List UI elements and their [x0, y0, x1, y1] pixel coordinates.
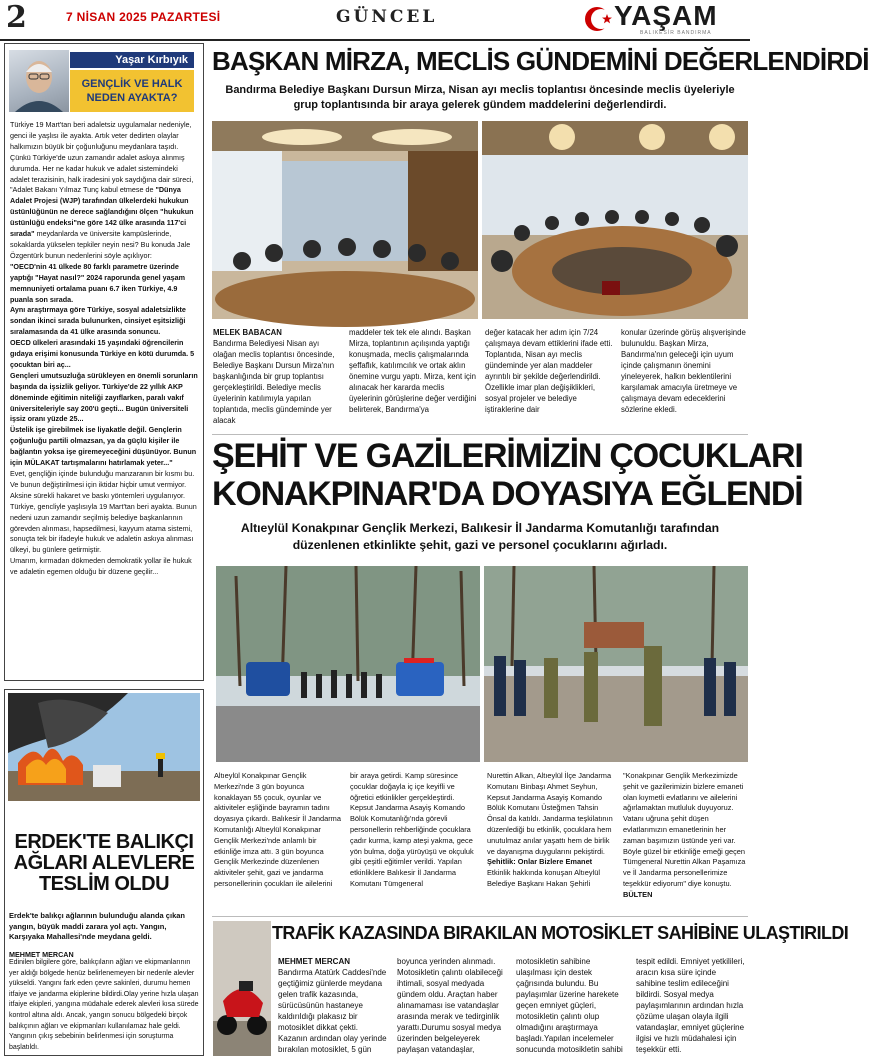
- story2-column-2: bir araya getirdi. Kamp süresince çocuklar doğayla iç içe keyifli ve öğretici etkinlikler gerçekleştirdi. Kepsut Jandarma Asayiş Komando Bölük Komutanlığı'nda görevli personellerin rehberliğinde çocuklara çadır kurma, kamp ateşi yakma, gece yön bulma, doğa yürüyüşü ve okçuluk gibi çeşitli eğitimler verildi. Yapılan etkinliklere Balıkesir İl Jandarma Komutanı Tümgeneral: [350, 771, 474, 888]
- paragraph: Türkiye 19 Mart'tan beri adaletsiz uygulamalar nedeniyle, genci ile yaşlısı ile ayakta. Artık veter dedirten olaylar halkımızın büyük bir çoğunluğunu meydanlara taşıdı.: [10, 120, 192, 151]
- story2-lead: Altıeylül Konakpınar Gençlik Merkezi, Balıkesir İl Jandarma Komutanlığı tarafından düzenlenen etkinlikte şehit, gazi ve personel çocuklarını ağırladı.: [240, 521, 720, 552]
- column-body: [10, 120, 198, 578]
- fire-lead: Erdek'te balıkçı ağlarının bulunduğu alanda çıkan yangın, büyük maddi zarara yol açtı. Yangın, Karşıyaka Mahallesi'nde meydana geldi.: [9, 911, 185, 941]
- fire-body: Edinilen bilgilere göre, balıkçıların ağları ve ekipmanlarının yer aldığı bölgede henüz belirlenemeyen bir nedenle alevler yükseldi. Yangını fark eden çevre sakinleri, durumu hemen itfaiye ve jandarma ekiplerine bildirdi.Olay yerine hızla ulaşan itfaiye ekipleri, yangına müdahale ederek alevleri kısa sürede kontrol altına aldı. Ancak, yangın sonucu bölgedeki birçok balıkçının ağları ve ekipmanları kullanılamaz hale geldi. Yangının çıkış sebebinin belirlenmesi için soruşturma başlatıldı.: [9, 959, 199, 1051]
- story2-headline-line1: ŞEHİT VE GAZİLERİMİZİN ÇOCUKLARI: [212, 437, 803, 475]
- paragraph: OECD ülkeleri arasındaki 15 yaşındaki öğrencilerin gıdaya erişimi konusunda Türkiye en kötü durumda. 5 çocuktan biri aç...: [10, 338, 195, 369]
- story3-column-1: [278, 956, 388, 1055]
- paragraph: Çünkü Türkiye'de uzun zamandır adalet askıya alınmış durumda. Her ne kadar hukuk ve adalet sistemindeki adalet terazisinin, halk iradesini yok saydığına dair süreci, "Adalet Bakanı Yılmaz Tunç kabul etmese de "Dünya Adalet Projesi (WJP) tarafından ülkelerdeki hukukun üstünlüğünün ne derece sağlandığını ölçen "hukukun üstünlüğü endeksi"ne göre 142 ülke arasında 117'ci sırada" meydanlarda ve üniversite kampüslerinde, sokaklarda yükselen tepkiler neyin nesi? Bu konuda Jale Özgentürk bunun nedenlerini söyle açıklıyor:: [10, 152, 194, 260]
- fire-byline: MEHMET MERCAN: [9, 950, 74, 959]
- story3-text: Bandırma Atatürk Caddesi'nde geçtiğimiz günlerde meydana gelen trafik kazasında, sürücüsünün hastaneye kaldırıldığı plakasız bir motosiklet dikkat çekti. Kazanın ardından olay yerinde bırakılan motosiklet, 5 gün: [278, 968, 387, 1054]
- story1-column-1: [213, 327, 341, 426]
- paragraph: Gençleri umutsuzluğa sürükleyen en önemli sorunların başında da işsizlik geliyor. Türkiye'de 22 yıllık AKP döneminde eğitimin niteliği zayıflarken, paralı vakıf üniversiteleriyle say 200'ü geçti... Bugün üniversiteli işsiz oranı yüzde 25...: [10, 370, 198, 424]
- forest-camp-icon: [484, 566, 748, 762]
- paragraph: Umarım, kırmadan dökmeden demokratik yollar ile hukuk ve adaletin egemen olduğu bir düzene geçilir...: [10, 556, 192, 577]
- motorcycle-photo[interactable]: [213, 921, 271, 1056]
- story2-subhead: Şehitlik: Onlar Bizlere Emanet: [487, 857, 593, 867]
- divider: [212, 434, 748, 435]
- paragraph: Evet, gençliğin içinde bulunduğu manzaranın bir kısmı bu. Ve bunun değiştirilmesi için iktidar hiçbir umut vermiyor. Aksine sürekli hakaret ve baskı yöntemleri uygulanıyor.: [10, 469, 195, 500]
- meeting-photo-2[interactable]: [482, 121, 748, 319]
- column-title: GENÇLİK VE HALK NEDEN AYAKTA?: [70, 70, 194, 112]
- newspaper-logo[interactable]: [580, 2, 748, 38]
- story2-source: BÜLTEN: [623, 889, 653, 899]
- author-photo: [9, 50, 69, 112]
- issue-date: 7 NİSAN 2025 PAZARTESİ: [66, 10, 221, 24]
- story2-column-4: [623, 771, 747, 901]
- paragraph: Aynı araştırmaya göre Türkiye, sosyal adaletsizlikte sondan ikinci sırada bulunurken, cinsiyet eşitsizliği sıralamasında da 41 ülke arasında sonuncu.: [10, 305, 186, 337]
- camp-photo-1[interactable]: [216, 566, 480, 762]
- story2-headline-line2: KONAKPINAR'DA DOYASIYA EĞLENDİ: [212, 475, 803, 513]
- paragraph: Üstelik işe girebilmek ise liyakatle değil. Gençlerin çoğunluğu partili olmazsan, ya da güçlü kişiler ile bağlantın yoksa işe giremeyeceğini düşünüyor. Bunun için MÜLAKAT tartışmalarını hatırlamak yeter...": [10, 425, 197, 468]
- story1-headline: BAŞKAN MİRZA, MECLİS GÜNDEMİNİ DEĞERLENDİRDİ: [212, 46, 869, 76]
- crescent-star-icon: [580, 4, 614, 34]
- camp-photo-2[interactable]: [484, 566, 748, 762]
- section-name: GÜNCEL: [336, 7, 438, 27]
- forest-camp-icon: [216, 566, 480, 762]
- story3-column-3: motosikletin sahibine ulaşılması için destek çağrısında bulundu. Bu paylaşımlar üzerine harekete geçen emniyet güçleri, motosikletin çalıntı olup olmadığını araştırmaya başladı.Yapılan incelemeler sonucunda motosikletin sahibi: [516, 957, 623, 1054]
- story1-lead: Bandırma Belediye Başkanı Dursun Mirza, Nisan ayı meclis toplantısı öncesinde meclis üyeleriyle grup toplantısında bir araya gelerek gündem maddelerini değerlendirdi.: [225, 84, 735, 111]
- story3-byline: MEHMET MERCAN: [278, 957, 350, 966]
- story2-text: Nurettin Alkan, Altıeylül İlçe Jandarma Komutanı Binbaşı Ahmet Seyhun, Kepsut Jandarma Asayiş Komando Bölük Komutanı Üsteğmen Tahsin Önsal da katıldı. Jandarma teşkilatının düzenlediği bu etkinlik, çocuklara hem unutulmaz anılar yaşattı hem de birlik ve dayanışma duygularını pekiştirdi.: [487, 771, 613, 856]
- story1-column-3: değer katacak her adım için 7/24 çalışmaya devam ettiklerini ifade etti. Toplantıda, Nisan ayı meclis gündeminde yer alan maddeler ayrıntılı bir şekilde değerlendirildi. Özellikle imar plan değişiklikleri, sosyal projeler ve belediye iştiraklerine dair: [485, 328, 613, 414]
- story2-headline: [212, 437, 803, 513]
- story1-column-4: konular üzerinde görüş alışverişinde bulunuldu. Başkan Mirza, Bandırma'nın geleceği için uyum içinde çalışmanın önemini yineleyerek, halkın beklentilerini karşılamak amacıyla üretmeye ve çalışmaya devam edeceklerini sözlerine ekledi.: [621, 328, 746, 414]
- story1-byline: MELEK BABACAN: [213, 328, 282, 337]
- story2-column-1: Altıeylül Konakpınar Gençlik Merkezi'nde 3 gün boyunca konaklayan 55 çocuk, oyunlar ve aktiviteler eşliğinde bayramın tadını doyasıya çıkardı. Balıkesir İl Jandarma Komutanlığı Altıeylül Konakpınar Gençlik Merkezi'nde anlamlı bir etkinliğe imza attı. 3 gün boyunca Gençlik Merkezinde düzenlenen aktiviteler şehit, gazi ve jandarma personellerinin çocukları ile ailelerini: [214, 771, 341, 888]
- motorcycle-icon: [213, 921, 271, 1056]
- story1-text: Bandırma Belediyesi Nisan ayı olağan meclis toplantısı öncesinde, Belediye Başkanı Dursun Mirza'nın başkanlığında bir grup toplantısı gerçekleştirildi. Belediye meclis üyelerinin katılımıyla yapılan toplantıda, meclis gündeminde yer alacak: [213, 339, 335, 425]
- story3-column-2: boyunca yerinden alınmadı. Motosikletin çalıntı olabileceği ihtimali, sosyal medyada gündem oldu. Araçtan haber alınamaması ise vatandaşlar arasında merak ve tedirginlik yarattı.Durumu sosyal medya üzerinden belgeleyerek paylaşan vatandaşlar,: [397, 957, 503, 1054]
- fire-scene-icon: [8, 693, 200, 801]
- paragraph: Türkiye, gencliyle yaşlısıyla 19 Mart'tan beri ayakta. Bunun nedeni uzun zamandır seçilmiş belediye başkanlarının görevden alınması, hapsedilmesi, kayyum atama sistemi, sonuçta tek bir ifadeyle hukuk ve adaletin askıya alınması ülkeyi, bu günlere getirmiştir.: [10, 501, 197, 555]
- meeting-photo-1[interactable]: [212, 121, 478, 319]
- logo-tagline: BALIKESİR BANDIRMA: [640, 30, 712, 36]
- divider: [212, 916, 748, 917]
- meeting-room-icon: [482, 121, 748, 319]
- story3-column-4: tespit edildi. Emniyet yetkilileri, aracın kısa süre içinde sahibine teslim edileceğini bildirdi. Sosyal medya paylaşımlarının ardından hızla çözüme ulaşan olayla ilgili vatandaşlar, emniyet güçlerine ilgisi ve hızlı müdahalesi için teşekkür etti.: [636, 957, 745, 1054]
- page-number: 2: [6, 0, 27, 35]
- meeting-room-icon: [212, 121, 478, 319]
- logo-wordmark: YAŞAM: [614, 0, 718, 31]
- fire-photo[interactable]: [8, 693, 200, 801]
- paragraph: "OECD'nin 41 ülkede 80 farklı parametre üzerinde yaptığı "Hayat nasıl?" 2024 raporunda genel yaşam memnuniyeti ortalama puanı 6.7 iken Türkiye, 4.9 puanla son sırada.: [10, 261, 185, 304]
- fire-headline: ERDEK'TE BALIKÇI AĞLARI ALEVLERE TESLİM OLDU: [13, 831, 195, 895]
- story2-quote: "Konakpınar Gençlik Merkezimizde şehit ve gazilerimizin bizlere emaneti olan kıymetli evlatlarını ve ailelerini ağırlamaktan mutluluk duyuyoruz. Vatanı uğruna şehit düşen evlatlarımızın emanetlerinin her zaman başımızın üstünde yeri var. Böyle güzel bir etkinliğe emeği geçen Tümgeneral Nurettin Alkan Paşamıza ve İl Jandarma personellerimize teşekkür ediyorum" diye konuştu. BÜLTEN: [623, 771, 746, 899]
- author-name: Yaşar Kırbıyık: [70, 52, 194, 68]
- story1-column-2: maddeler tek tek ele alındı. Başkan Mirza, toplantının açılışında yaptığı konuşmada, meclis çalışmalarında şeffaflık, katılımcılık ve ortak aklın önemine vurgu yaptı. Mirza, kent için alınacak her kararda meclis üyelerinin görüşlerine değer verdiğini belirterek, Bandırma'ya: [349, 328, 477, 414]
- story3-headline: TRAFİK KAZASINDA BIRAKILAN MOTOSİKLET SAHİBİNE ULAŞTIRILDI: [272, 923, 849, 943]
- story2-column-3: [487, 771, 615, 890]
- masthead-rule: [0, 39, 750, 41]
- author-portrait-icon: [9, 50, 69, 112]
- story2-text: Etkinlik hakkında konuşan Altıeylül Belediye Başkanı Hakan Şehirli: [487, 868, 600, 888]
